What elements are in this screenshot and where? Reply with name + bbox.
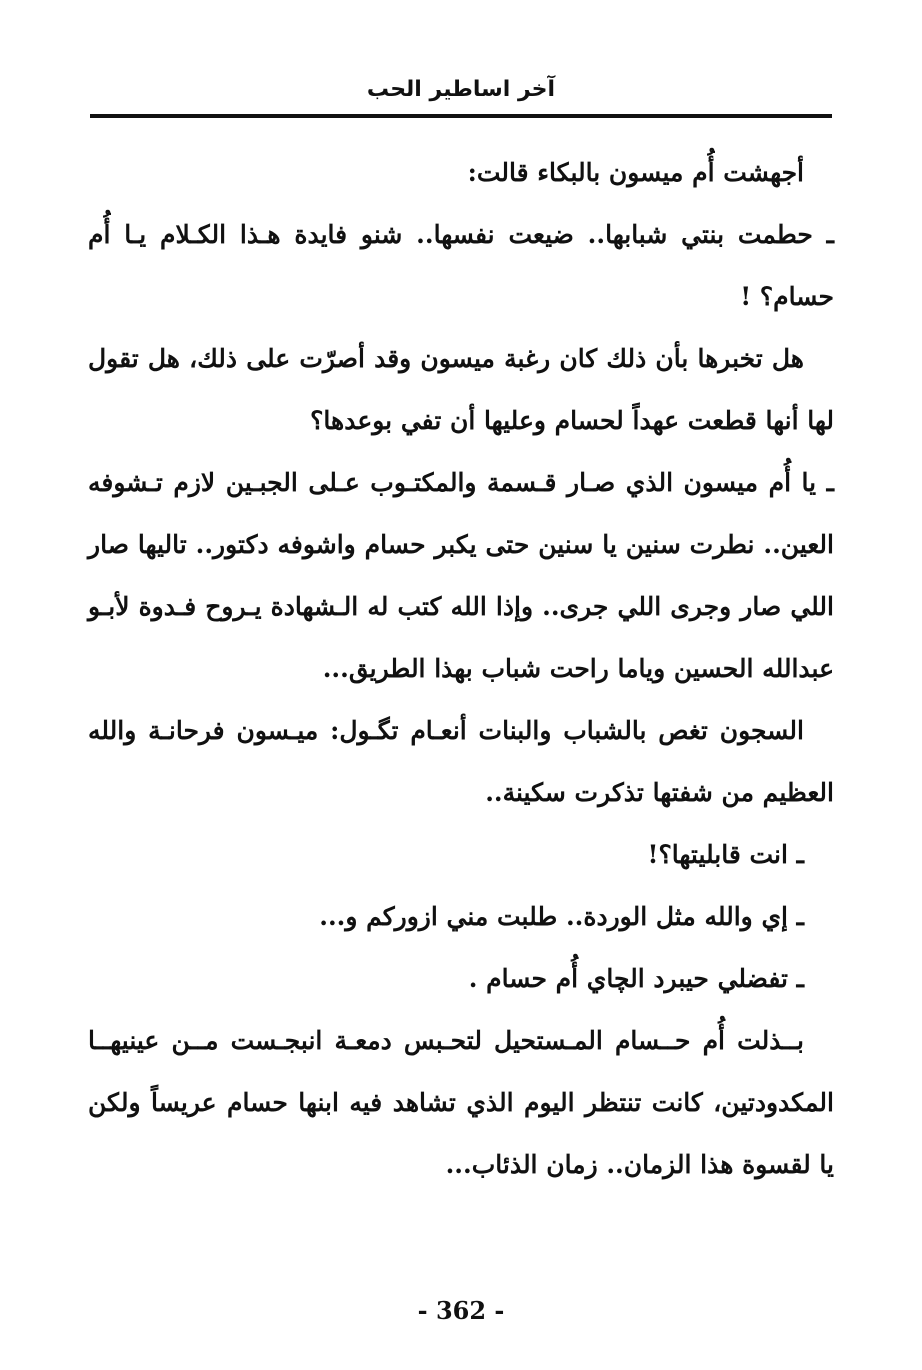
paragraph-2: ـ حطمت بنتي شبابها.. ضيعت نفسها.. شنو فايدة هـذا الكـلام يـا أُم حسام؟ ! (88, 220, 834, 311)
header-rule (90, 114, 832, 118)
paragraph-3: هل تخبرها بأن ذلك كان رغبة ميسون وقد أصرّت على ذلك، هل تقول لها أنها قطعت عهداً لحسام وعليها أن تفي بوعدها؟ (88, 344, 834, 435)
page-number: - 362 - (417, 1296, 505, 1325)
paragraph-1: أجهشت أُم ميسون بالبكاء قالت: (467, 158, 804, 187)
paragraph-8: ـ تفضلي حيبرد الچاي أُم حسام . (468, 964, 804, 993)
paragraph-6: ـ انت قابليتها؟! (647, 840, 804, 869)
paragraph-7: ـ إي والله مثل الوردة.. طلبت مني ازوركم و... (319, 902, 804, 931)
running-header: آخر اساطير الحب (366, 77, 556, 102)
paragraph-4: ـ يا أُم ميسون الذي صـار قـسمة والمكتـوب عـلى الجبـين لازم تـشوفه العين.. نطرت سنين يا سنين حتى يكبر حسام واشوفه دكتور.. تاليها صار اللي صار وجرى اللي جرى.. وإذا الله كتب له الـشهادة يـروح فـدوة لأبـو عبدالله الحسين وياما راحت شباب بهذا الطريق... (88, 468, 834, 683)
body-text (88, 142, 834, 1196)
paragraph-5: السجون تغص بالشباب والبنات أنعـام تگـول: ميـسون فرحانـة والله العظيم من شفتها تذكرت سكينة.. (88, 716, 834, 807)
paragraph-9: بــذلت أُم حــسام المـستحيل لتحـبس دمعـة انبجـست مــن عينيهــا المكدودتين، كانت تنتظر اليوم الذي تشاهد فيه ابنها حسام عريساً ولكن يا لقسوة هذا الزمان.. زمان الذئاب... (88, 1026, 834, 1179)
